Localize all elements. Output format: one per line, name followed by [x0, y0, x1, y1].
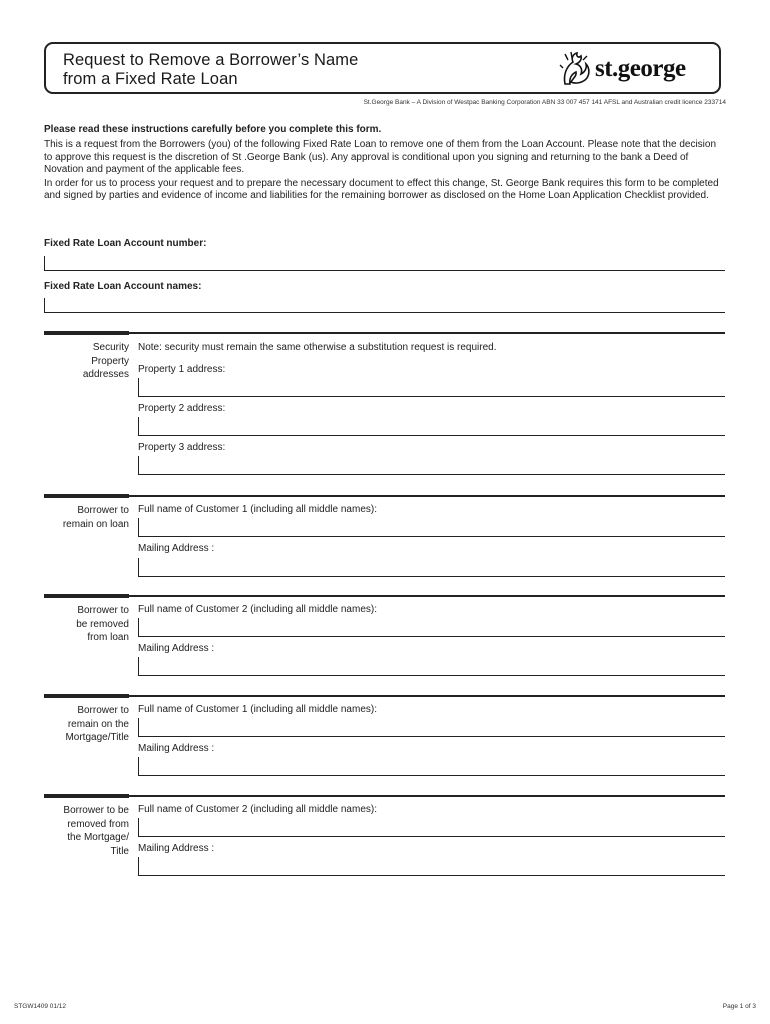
form-header: [44, 42, 721, 94]
instructions-heading: Please read these instructions carefully before you complete this form.: [44, 124, 382, 135]
customer-1-name-label: Full name of Customer 1 (including all middle names):: [138, 504, 377, 515]
instructions-paragraph-2: In order for us to process your request and to prepare the necessary document to effect this change, St. George Bank requires this form to be completed and signed by parties and evidence of income and liabilities for the remaining borrower as disclosed on the Home Loan Application Checklist provided.: [44, 178, 719, 202]
label-line: be removed: [76, 618, 129, 630]
label-line: remain on the: [67, 718, 129, 730]
customer-2-mailing-label: Mailing Address :: [138, 643, 215, 654]
property-2-label: Property 2 address:: [138, 403, 226, 414]
remain-on-loan-section-label: [44, 504, 129, 531]
form-title-line1: Request to Remove a Borrower’s Name: [63, 51, 359, 69]
label-line: remain on loan: [62, 518, 129, 530]
section-divider: [44, 694, 725, 698]
customer-1-mailing-field[interactable]: [138, 558, 725, 577]
section-divider: [44, 494, 725, 498]
property-2-field[interactable]: [138, 417, 725, 436]
form-title-line2: from a Fixed Rate Loan: [63, 70, 238, 88]
customer-2-mailing-field[interactable]: [138, 657, 725, 676]
form-title: [63, 51, 358, 89]
removed-from-mortgage-section-label: [44, 804, 129, 858]
account-number-field[interactable]: [44, 256, 725, 271]
property-1-field[interactable]: [138, 378, 725, 397]
label-line: Borrower to: [77, 605, 129, 616]
logo-text: st.george: [595, 55, 686, 82]
legal-notice: St.George Bank – A Division of Westpac Banking Corporation ABN 33 007 457 141 AFSL and Australian credit licence 233714: [363, 99, 726, 106]
customer-1-name-field[interactable]: [138, 518, 725, 537]
page-number: Page 1 of 3: [722, 1003, 756, 1010]
section-divider: [44, 794, 725, 798]
instructions: [44, 124, 720, 205]
label-line: Property: [91, 355, 129, 367]
label-line: Borrower to: [77, 505, 129, 516]
dragon-icon: [559, 50, 595, 88]
property-3-label: Property 3 address:: [138, 442, 226, 453]
account-names-label: Fixed Rate Loan Account names:: [44, 281, 202, 292]
security-note: Note: security must remain the same otherwise a substitution request is required.: [138, 342, 497, 353]
property-1-label: Property 1 address:: [138, 364, 226, 375]
customer-2-name-field[interactable]: [138, 618, 725, 637]
section-divider: [44, 594, 725, 598]
label-line: the Mortgage/: [67, 832, 129, 843]
mortgage-customer-1-name-field[interactable]: [138, 718, 725, 737]
mortgage-customer-1-mailing-field[interactable]: [138, 757, 725, 776]
section-divider: [44, 331, 725, 335]
label-line: Title: [110, 845, 129, 857]
label-line: from loan: [87, 632, 129, 643]
customer-2-name-label: Full name of Customer 2 (including all middle names):: [138, 604, 377, 615]
label-line: Borrower to: [77, 705, 129, 716]
customer-1-mailing-label: Mailing Address :: [138, 543, 215, 554]
mortgage-customer-2-name-label: Full name of Customer 2 (including all middle names):: [138, 804, 377, 815]
label-line: Mortgage/Title: [65, 732, 129, 743]
mortgage-customer-1-name-label: Full name of Customer 1 (including all middle names):: [138, 704, 377, 715]
label-line: removed from: [67, 818, 129, 830]
mortgage-customer-1-mailing-label: Mailing Address :: [138, 743, 215, 754]
instructions-paragraph-1: This is a request from the Borrowers (you) of the following Fixed Rate Loan to remove one of them from the Loan Account. Please note that the decision to approve this request is the discretion of St .George Bank (us). Any approval is conditional upon you signing and returning to the bank a Deed of Novation and payment of the applicable fees.: [44, 139, 717, 175]
account-names-field[interactable]: [44, 298, 725, 313]
account-number-label: Fixed Rate Loan Account number:: [44, 238, 207, 249]
mortgage-customer-2-mailing-label: Mailing Address :: [138, 843, 215, 854]
removed-from-loan-section-label: [44, 604, 129, 645]
remain-on-mortgage-section-label: [44, 704, 129, 745]
property-3-field[interactable]: [138, 456, 725, 475]
label-line: Security: [92, 342, 129, 353]
security-section-label: [44, 341, 129, 382]
label-line: Borrower to be: [63, 805, 129, 816]
label-line: addresses: [82, 369, 129, 380]
mortgage-customer-2-mailing-field[interactable]: [138, 857, 725, 876]
form-code: STGW1409 01/12: [14, 1003, 67, 1010]
stgeorge-logo: [559, 50, 709, 90]
mortgage-customer-2-name-field[interactable]: [138, 818, 725, 837]
